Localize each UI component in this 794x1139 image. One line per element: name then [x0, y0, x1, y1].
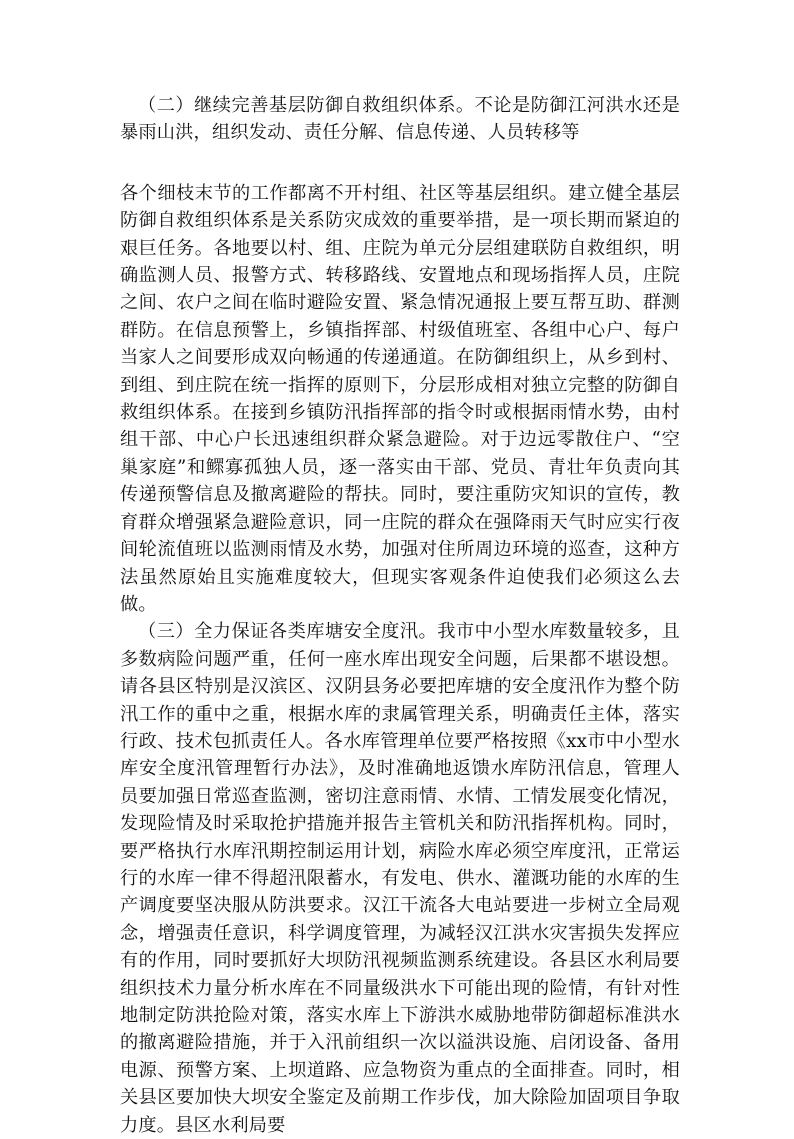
paragraph-section-two-heading: （二）继续完善基层防御自救组织体系。不论是防御江河洪水还是暴雨山洪，组织发动、责任分解、信息传递、人员转移等	[120, 95, 680, 144]
paragraph-gap	[120, 147, 680, 180]
paragraph-section-three: （三）全力保证各类库塘安全度汛。我市中小型水库数量较多，且多数病险问题严重，任何一座水库出现安全问题，后果都不堪设想。请各县区特别是汉滨区、汉阴县务必要把库塘的安全度汛作为整个防汛工作的重中之重，根据水库的隶属管理关系，明确责任主体，落实行政、技术包抓责任人。各水库管理单位要严格按照《xx市中小型水库安全度汛管理暂行办法》，及时准确地返馈水库防汛信息，管理人员要加强日常巡查监测，密切注意雨情、水情、工情发展变化情况，发现险情及时采取抢护措施并报告主管机关和防汛指挥机构。同时，要严格执行水库汛期控制运用计划，病险水库必须空库度汛，正常运行的水库一律不得超汛限蓄水，有发电、供水、灌溉功能的水库的生产调度要坚决服从防洪要求。汉江干流各大电站要进一步树立全局观念，增强责任意识，科学调度管理，为减轻汉江洪水灾害损失发挥应有的作用，同时要抓好大坝防汛视频监测系统建设。各县区水利局要组织技术力量分析水库在不同量级洪水下可能出现的险情，有针对性地制定防洪抢险对策，落实水库上下游洪水威胁地带防御超标准洪水的撤离避险措施，并于入汛前组织一次以溢洪设施、启闭设备、备用电源、预警方案、上坝道路、应急物资为重点的全面排查。同时，相关县区要加快大坝安全鉴定及前期工作步伐，加大除险加固项目争取力度。县区水利局要	[120, 621, 680, 1136]
document-page	[120, 92, 680, 1139]
paragraph-section-two-body: 各个细枝末节的工作都离不开村组、社区等基层组织。建立健全基层防御自救组织体系是关系防灾成效的重要举措，是一项长期而紧迫的艰巨任务。各地要以村、组、庄院为单元分层组建联防自救组织，明确监测人员、报警方式、转移路线、安置地点和现场指挥人员，庄院之间、农户之间在临时避险安置、紧急情况通报上要互帮互助、群测群防。在信息预警上，乡镇指挥部、村级值班室、各组中心户、每户当家人之间要形成双向畅通的传递通道。在防御组织上，从乡到村、到组、到庄院在统一指挥的原则下，分层形成相对独立完整的防御自救组织体系。在接到乡镇防汛指挥部的指令时或根据雨情水势，由村组干部、中心户长迅速组织群众紧急避险。对于边远零散住户、“空巢家庭”和鳏寡孤独人员，逐一落实由干部、党员、青壮年负责向其传递预警信息及撤离避险的帮扶。同时，要注重防灾知识的宣传，教育群众增强紧急避险意识，同一庄院的群众在强降雨天气时应实行夜间轮流值班以监测雨情及水势，加强对住所周边环境的巡查，这种方法虽然原始且实施难度较大，但现实客观条件迫使我们必须这么去做。	[120, 182, 680, 615]
